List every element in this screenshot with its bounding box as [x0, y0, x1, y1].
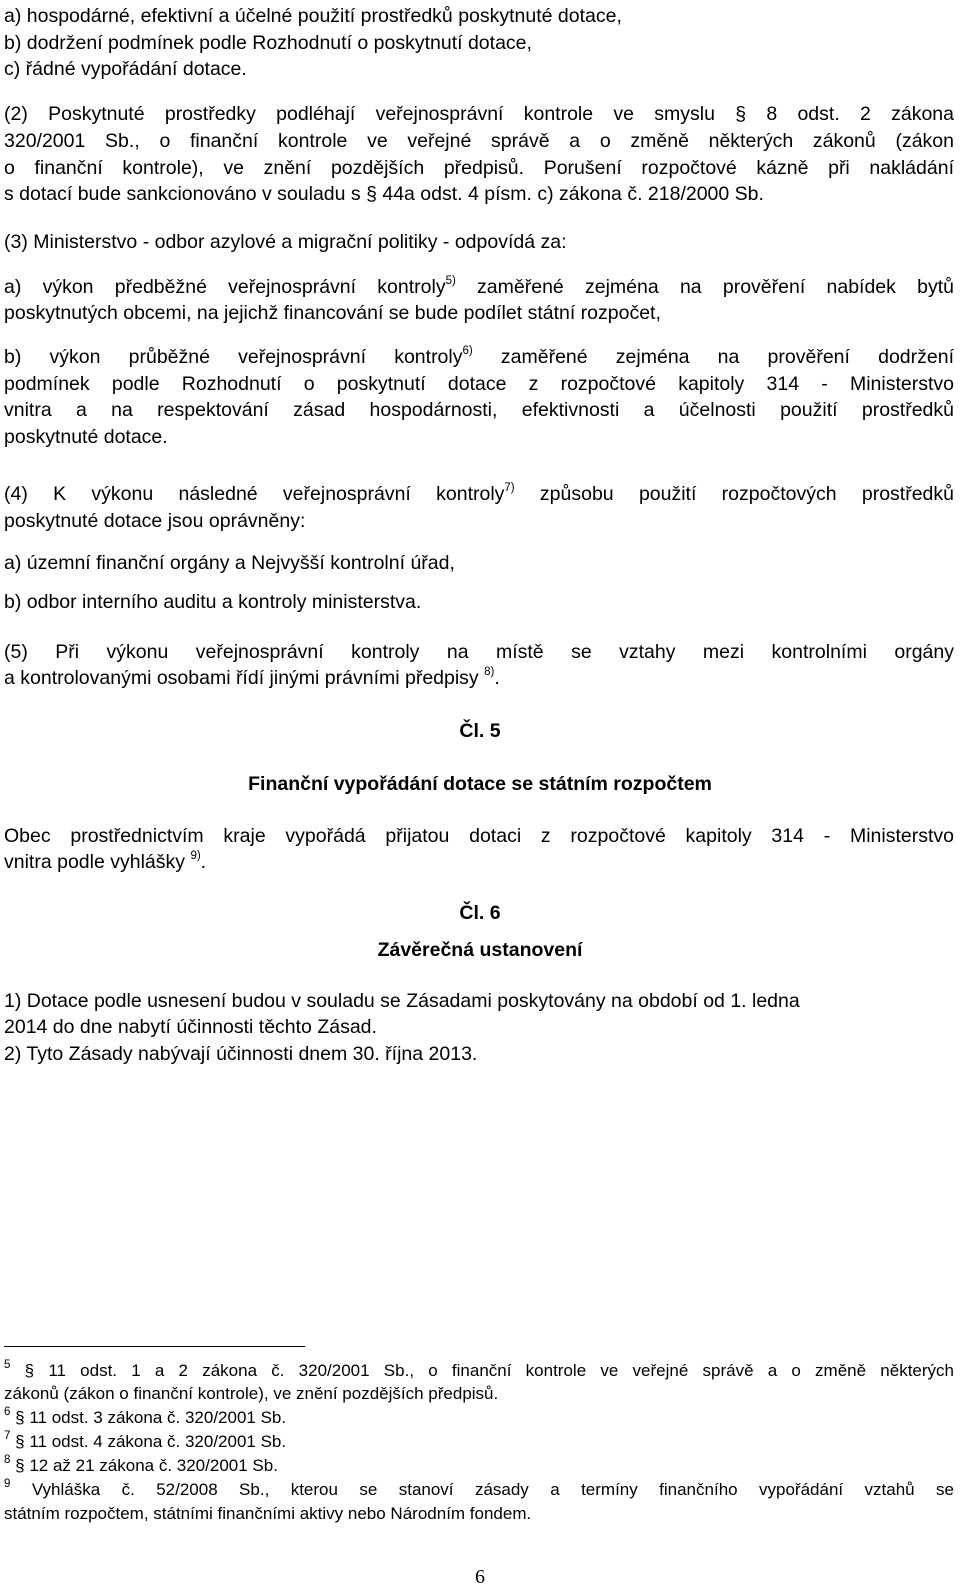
- footnote-text: 11 odst. 1 a 2 zákona č. 320/2001 Sb.: [48, 1361, 410, 1380]
- section-sign: §: [15, 1408, 25, 1427]
- para3-text: zaměřené zejména na prověření dodržení: [472, 346, 954, 368]
- footnote-5: [4, 1360, 954, 1384]
- para2-line4: [4, 182, 954, 206]
- para2-line2: [4, 129, 954, 153]
- section-sign: §: [24, 1361, 35, 1380]
- para4-text: způsobu použití rozpočtových prostředků: [514, 483, 954, 505]
- para2-text: , o finanční kontrole ve veřejné správě a o změně některých zákonů (zákon: [134, 130, 954, 152]
- footnote-number: 8: [4, 1454, 11, 1466]
- para2-text: s dotací bude sankcionováno v souladu s: [4, 183, 361, 205]
- article5-title: Finanční vypořádání dotace se státním rozpočtem: [248, 773, 712, 795]
- footnote-text: , kterou se stanoví zásady a termíny finančního vypořádání vztahů se: [264, 1480, 954, 1499]
- para3-text: zaměřené zejména na prověření nabídek bytů: [455, 276, 954, 298]
- para4-item-a: a) územní finanční orgány a Nejvyšší kontrolní úřad,: [4, 552, 455, 574]
- para3-b-line4: poskytnuté dotace.: [4, 426, 168, 448]
- article6-line1: 1) Dotace podle usnesení budou v souladu se Zásadami poskytovány na období od 1. ledna: [4, 990, 800, 1012]
- footnote-number: 5: [4, 1359, 11, 1371]
- article5-text: vnitra podle vyhlášky: [4, 851, 186, 873]
- article6-line3: 2) Tyto Zásady nabývají účinnosti dnem 30. října 2013.: [4, 1043, 478, 1065]
- para3-b-line2: podmínek podle Rozhodnutí o poskytnutí dotace z rozpočtové kapitoly 314 - Ministerstvo: [4, 373, 954, 395]
- para3-a-line2: poskytnutých obcemi, na jejichž financování se bude podílet státní rozpočet,: [4, 302, 661, 324]
- footnote-ref: 7): [504, 482, 515, 494]
- article6-number: Čl. 6: [459, 902, 501, 924]
- para2-text: 44a odst. 4 písm. c) zákona č. 218/2000 Sb.: [382, 183, 764, 205]
- list-item-b: b) dodržení podmínek podle Rozhodnutí o poskytnutí dotace,: [4, 32, 532, 54]
- section-sign: §: [15, 1432, 25, 1451]
- footnote-5-line2: zákonů (zákon o finanční kontrole), ve znění pozdějších předpisů.: [4, 1384, 499, 1403]
- para5-text: a kontrolovanými osobami řídí jinými právními předpisy: [4, 667, 479, 689]
- para5-line1: (5) Při výkonu veřejnosprávní kontroly na místě se vztahy mezi kontrolními orgány: [4, 641, 954, 663]
- para5-text: .: [494, 667, 500, 689]
- para4-text: (4) K výkonu následné veřejnosprávní kontroly: [4, 483, 505, 505]
- para3-b-line3: vnitra a na respektování zásad hospodárnosti, efektivnosti a účelnosti použití prostředků: [4, 399, 954, 421]
- footnote-text: 11 odst. 4 zákona č. 320/2001 Sb.: [29, 1432, 287, 1451]
- footnote-8: [4, 1455, 954, 1479]
- para2-text: o finanční kontrole), ve znění pozdějších předpisů.: [4, 157, 525, 179]
- footnote-ref: 9): [190, 850, 201, 862]
- para4-line2: poskytnuté dotace jsou oprávněny:: [4, 510, 306, 532]
- footnote-number: 7: [4, 1430, 11, 1442]
- para2-line1: [4, 102, 954, 126]
- footnote-text: 12 až 21 zákona č. 320/2001 Sb.: [29, 1456, 278, 1475]
- footnote-7: [4, 1431, 954, 1455]
- footnote-number: 6: [4, 1406, 11, 1418]
- para3-b-line1: [4, 345, 954, 369]
- article5-line2: [4, 850, 954, 874]
- footnote-9-line2: státním rozpočtem, státními finančními aktivy nebo Národním fondem.: [4, 1504, 532, 1523]
- footnote-number: 9: [4, 1478, 11, 1490]
- article6-title: Závěrečná ustanovení: [377, 939, 583, 961]
- page-number: 6: [475, 1566, 485, 1588]
- footnote-separator: [4, 1346, 305, 1347]
- footnote-9: [4, 1479, 954, 1503]
- para5-line2: [4, 666, 954, 690]
- para2-text: 320/2001 Sb.: [4, 130, 135, 152]
- section-sign: §: [735, 103, 747, 125]
- para2-line3: [4, 156, 954, 180]
- list-item-c: c) řádné vypořádání dotace.: [4, 58, 247, 80]
- para2-text: (2) Poskytnuté prostředky podléhají veřejnosprávní kontrole ve smyslu: [4, 103, 715, 125]
- footnote-6: [4, 1407, 954, 1431]
- para2-text: Porušení rozpočtové kázně při nakládání: [524, 157, 954, 179]
- footnote-text: 11 odst. 3 zákona č. 320/2001 Sb.: [29, 1408, 287, 1427]
- para2-text: 8 odst. 2 zákona: [766, 103, 954, 125]
- article5-text: .: [200, 851, 207, 873]
- list-item-a: a) hospodárné, efektivní a účelné použití prostředků poskytnuté dotace,: [4, 5, 622, 27]
- article6-line2: 2014 do dne nabytí účinnosti těchto Zásad.: [4, 1016, 377, 1038]
- para3-heading: (3) Ministerstvo - odbor azylové a migrační politiky - odpovídá za:: [4, 231, 567, 253]
- footnote-text: , o finanční kontrole ve veřejné správě a o změně některých: [409, 1361, 954, 1380]
- para3-text: b) výkon průběžné veřejnosprávní kontroly: [4, 346, 463, 368]
- footnote-ref: 6): [462, 345, 473, 357]
- section-sign: §: [366, 183, 377, 205]
- article5-number: Čl. 5: [459, 720, 501, 742]
- footnote-ref: 8): [484, 666, 495, 678]
- para4-item-b: b) odbor interního auditu a kontroly ministerstva.: [4, 591, 422, 613]
- article5-line1: Obec prostřednictvím kraje vypořádá přijatou dotaci z rozpočtové kapitoly 314 - Ministerstvo: [4, 825, 954, 847]
- footnote-ref: 5): [445, 275, 456, 287]
- footnote-text: Vyhláška č. 52/2008 Sb.: [31, 1480, 265, 1499]
- para3-text: a) výkon předběžné veřejnosprávní kontroly: [4, 276, 446, 298]
- para3-a-line1: [4, 275, 954, 299]
- section-sign: §: [15, 1456, 25, 1475]
- para4-line1: [4, 482, 954, 506]
